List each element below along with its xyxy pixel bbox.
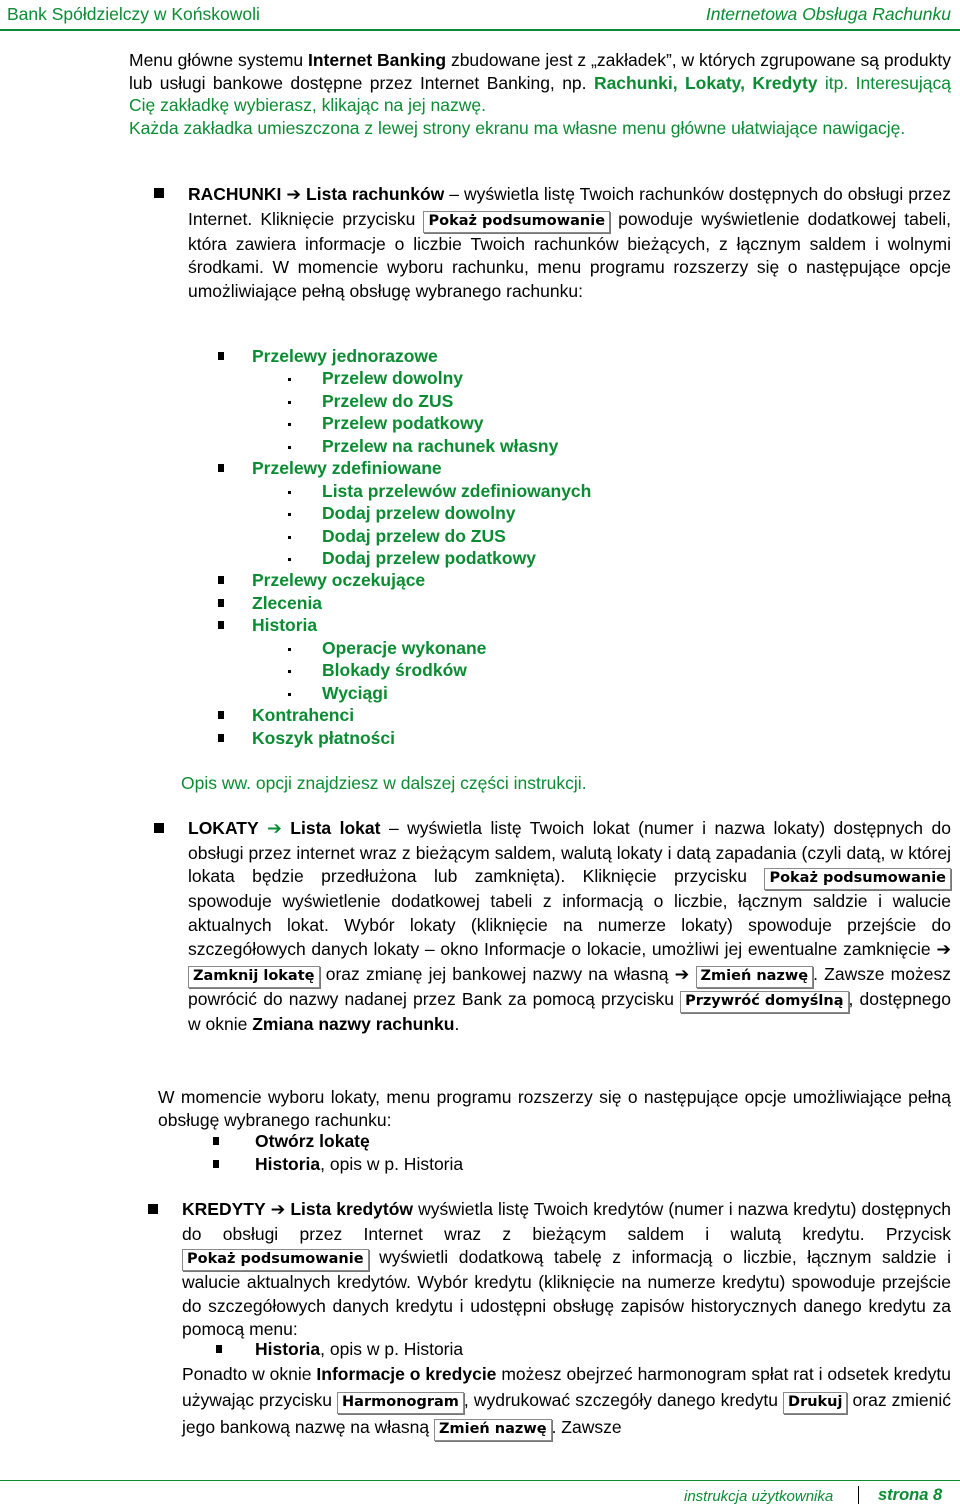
bullet-icon: [218, 576, 224, 584]
lokaty-paragraph: [188, 817, 951, 1036]
bullet-icon: [213, 1137, 219, 1145]
kredyty-text: , wydrukować szczegóły danego kredytu: [463, 1390, 784, 1410]
bullet-icon: [288, 378, 291, 381]
page-header: [0, 0, 960, 30]
bullet-icon: [218, 734, 224, 742]
rachunki-heading: RACHUNKI: [188, 184, 282, 204]
zmiana-nazwy-rachunku-label: Zmiana nazwy rachunku: [252, 1013, 455, 1034]
list-item: Historia: [252, 615, 318, 635]
bullet-icon: [288, 558, 291, 561]
intro-text: Każda zakładka umieszczona z lewej strony ekranu ma własne menu główne ułatwiające nawigację.: [129, 118, 906, 138]
pokaz-podsumowanie-button[interactable]: Pokaż podsumowanie: [764, 868, 951, 890]
bullet-icon: [288, 491, 291, 494]
bullet-icon: [288, 446, 291, 449]
list-item: Operacje wykonane: [322, 638, 487, 658]
arrow-icon: ➔: [674, 964, 690, 985]
lokaty-text: , dostępnego w oknie: [188, 988, 951, 1034]
list-item: Przelewy zdefiniowane: [252, 458, 442, 478]
informacje-o-kredycie-label: Informacje o kredycie: [316, 1364, 497, 1384]
przywroc-domyslna-button[interactable]: Przywróć domyślną: [680, 991, 848, 1013]
zmien-nazwe-button[interactable]: Zmień nazwę: [434, 1419, 552, 1441]
otworz-lokate-item: Otwórz lokatę: [255, 1131, 370, 1151]
arrow-icon: ➔: [286, 185, 302, 205]
bullet-icon: [288, 648, 291, 651]
drukuj-button[interactable]: Drukuj: [783, 1392, 847, 1414]
intro-paragraph: [129, 49, 951, 117]
intro-text: Menu główne systemu: [129, 50, 308, 70]
footer-divider: [0, 1480, 960, 1481]
kredyty-text: wyświetla listę Twoich kredytów (numer i nazwa kredytu) dostępnych do obsługi przez Internet wraz z bieżącym saldem i walutą kredytu. Przycisk: [182, 1199, 952, 1244]
pokaz-podsumowanie-button[interactable]: Pokaż podsumowanie: [423, 211, 610, 233]
bullet-icon: [218, 464, 224, 472]
arrow-icon: ➔: [267, 819, 282, 839]
historia-item: [255, 1153, 463, 1175]
kredyty-text: . Zawsze: [551, 1417, 622, 1437]
lista-lokat-label: Lista lokat: [290, 818, 381, 838]
opis-note: Opis ww. opcji znajdziesz w dalszej części instrukcji.: [181, 773, 587, 793]
kredyty-historia-item: [255, 1338, 463, 1360]
bullet-icon: [213, 1160, 219, 1168]
bullet-icon: [288, 401, 291, 404]
list-item: Przelew do ZUS: [322, 391, 454, 411]
list-item: Przelewy oczekujące: [252, 570, 426, 590]
arrow-icon: ➔: [270, 1200, 286, 1220]
lokaty-text: – wyświetla listę Twoich lokat (numer i nazwa lokaty) dostępnych do obsługi przez internet wraz z bieżącym saldem, walutą lokaty i datą zapadania (czyli datą, w której lokata będzie przedłużona lub zamknięta). Kliknięcie przycisku: [188, 818, 951, 887]
lokaty-text: spowoduje wyświetlenie dodatkowej tabeli z informacją o liczbie, łącznym saldzie i walucie aktualnych lokat. Wybór lokaty (kliknięcie na numerze lokaty) spowoduje przejście do szczegółowych danych lokaty – okno Informacje o lokacie, umożliwi jej ewentualne zamknięcie: [188, 891, 951, 959]
list-item: Blokady środków: [322, 660, 467, 680]
kredyty-heading: KREDYTY: [182, 1199, 266, 1219]
list-item: Dodaj przelew do ZUS: [322, 526, 506, 546]
bullet-icon: [148, 1204, 158, 1214]
lokaty-text: .: [454, 1013, 460, 1034]
lokaty-menu-intro: W momencie wyboru lokaty, menu programu rozszerzy się o następujące opcje umożliwiające pełną obsługę wybranego rachunku:: [158, 1087, 951, 1130]
historia-label: Historia: [255, 1339, 321, 1359]
rachunki-text: – wyświetla listę Twoich rachunków dostępnych do obsługi przez Internet. Kliknięcie przycisku: [188, 184, 951, 229]
list-item: Przelewy jednorazowe: [252, 346, 438, 366]
zamknij-lokate-button[interactable]: Zamknij lokatę: [188, 966, 320, 988]
page-footer: [0, 1480, 960, 1507]
arrow-icon: ➔: [936, 939, 951, 960]
lokaty-heading: LOKATY: [188, 818, 259, 838]
list-item: Wyciągi: [322, 683, 388, 703]
bullet-icon: [288, 670, 291, 673]
list-item: Przelew podatkowy: [322, 413, 484, 433]
harmonogram-button[interactable]: Harmonogram: [337, 1392, 464, 1414]
intro-text-green: itp. Interesującą Cię zakładkę wybierasz, klikając na jej nazwę.: [129, 72, 952, 115]
kredyty-text: możesz obejrzeć harmonogram spłat rat i odsetek kredytu używając przycisku: [182, 1364, 951, 1410]
historia-label: Historia: [255, 1154, 321, 1174]
kredyty-paragraph: [182, 1198, 951, 1342]
lista-kredytow-label: Lista kredytów: [290, 1199, 414, 1219]
intro-bold-tabs: Rachunki, Lokaty, Kredyty: [593, 72, 818, 93]
footer-separator: [858, 1486, 859, 1504]
pokaz-podsumowanie-button[interactable]: Pokaż podsumowanie: [182, 1249, 369, 1271]
intro-paragraph-2: [129, 117, 951, 140]
bullet-icon: [154, 823, 164, 833]
historia-desc: , opis w p. Historia: [320, 1154, 464, 1174]
document-title: Internetowa Obsługa Rachunku: [705, 4, 951, 24]
bullet-icon: [218, 599, 224, 607]
bullet-icon: [288, 536, 291, 539]
bullet-icon: [154, 188, 164, 198]
kredyty-text: wyświetli dodatkową tabelę z informacją o liczbie, łącznym saldzie i walucie aktualnych kredytów. Wybór kredytu (kliknięcie na numerze kredytu) spowoduje przejście do szczegółowych danych kredytu i udostępni obsługę zapisów historycznych danego kredytu za pomocą menu:: [182, 1247, 951, 1340]
list-item: Kontrahenci: [252, 705, 355, 725]
rachunki-text: powoduje wyświetlenie dodatkowej tabeli, która zawiera informacje o liczbie Twoich rachunków bieżących, z łącznym saldem i wolnymi środkami. W momencie wyboru rachunku, menu programu rozszerzy się o następujące opcje umożliwiające pełną obsługę wybranego rachunku:: [188, 208, 951, 301]
list-item: Przelew dowolny: [322, 368, 463, 388]
rachunki-paragraph: [188, 183, 951, 303]
kredyty-text: oraz zmienić jego bankową nazwę na własną: [182, 1390, 951, 1437]
list-item: Dodaj przelew podatkowy: [322, 548, 536, 568]
header-divider: [0, 29, 960, 31]
lokaty-text: oraz zmianę jej bankowej nazwy na własną: [319, 963, 675, 984]
bank-name: Bank Spółdzielczy w Końskowoli: [7, 4, 260, 24]
bullet-icon: [288, 513, 291, 516]
list-item: Dodaj przelew dowolny: [322, 503, 516, 523]
bullet-icon: [218, 711, 224, 719]
kredyty-text: Ponadto w oknie: [182, 1364, 317, 1384]
intro-text: zbudowane jest z „zakładek”, w których zgrupowane są produkty lub usługi bankowe dostępne przez Internet Banking, np.: [129, 50, 951, 93]
bullet-icon: [218, 621, 224, 629]
footer-doc-name: instrukcja użytkownika: [684, 1488, 834, 1505]
list-item: Przelew na rachunek własny: [322, 436, 559, 456]
intro-bold-internet-banking: Internet Banking: [308, 50, 447, 70]
kredyty-paragraph-2: [182, 1361, 951, 1441]
lista-rachunkow-label: Lista rachunków: [306, 184, 445, 204]
list-item: Zlecenia: [252, 593, 323, 613]
list-item: Lista przelewów zdefiniowanych: [322, 481, 592, 501]
zmien-nazwe-button[interactable]: Zmień nazwę: [696, 966, 814, 988]
list-item: Koszyk płatności: [252, 728, 395, 748]
lokaty-text: . Zawsze możesz powrócić do nazwy nadanej przez Bank za pomocą przycisku: [188, 963, 951, 1009]
bullet-icon: [216, 1345, 222, 1353]
bullet-icon: [288, 423, 291, 426]
bullet-icon: [218, 352, 224, 360]
historia-desc: , opis w p. Historia: [320, 1339, 464, 1359]
page-number: strona 8: [878, 1486, 943, 1504]
bullet-icon: [288, 693, 291, 696]
